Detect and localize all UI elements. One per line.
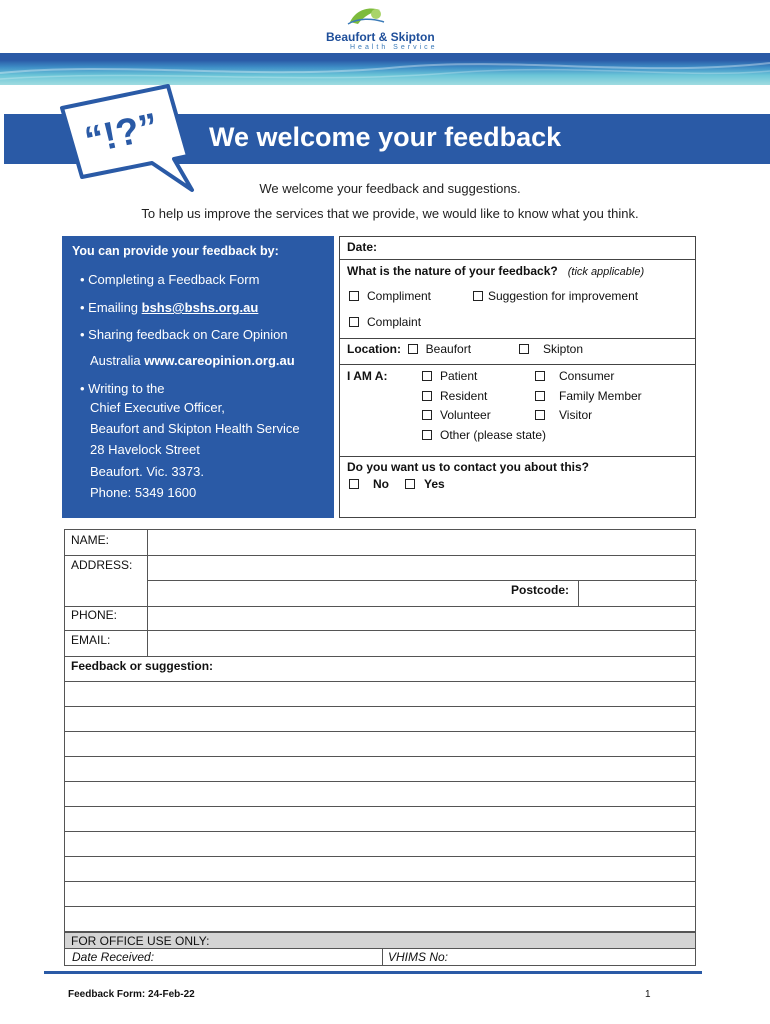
phone-line: Phone: 5349 1600 [90, 485, 197, 500]
feedback-line[interactable] [65, 806, 695, 807]
family-member-checkbox[interactable] [535, 391, 545, 401]
option-resident[interactable]: Resident [422, 389, 487, 403]
method-email: • Emailing bshs@bshs.org.au [80, 300, 259, 315]
location-skipton[interactable]: Skipton [519, 342, 583, 356]
location-row: Location: Beaufort [347, 342, 472, 356]
footer-form-id: Feedback Form: 24-Feb-22 [68, 989, 195, 1000]
footer-rule [44, 971, 702, 974]
address-line-3: 28 Havelock Street [90, 442, 200, 457]
option-consumer[interactable]: Consumer [535, 369, 614, 383]
address-line-4: Beaufort. Vic. 3373. [90, 464, 204, 479]
option-other[interactable]: Other (please state) [422, 428, 546, 442]
office-use-section [64, 932, 696, 966]
visitor-checkbox[interactable] [535, 410, 545, 420]
option-family-member[interactable]: Family Member [535, 389, 642, 403]
email-label: EMAIL: [71, 633, 111, 647]
feedback-line[interactable] [65, 706, 695, 707]
panel-heading: You can provide your feedback by: [72, 244, 279, 258]
intro-line-1: We welcome your feedback and suggestions. [259, 181, 521, 196]
feedback-line[interactable] [65, 781, 695, 782]
page-title: We welcome your feedback [209, 122, 562, 152]
option-volunteer[interactable]: Volunteer [422, 408, 491, 422]
feedback-line[interactable] [65, 881, 695, 882]
address-line-2: Beaufort and Skipton Health Service [90, 421, 300, 436]
feedback-methods-panel [62, 236, 334, 518]
compliment-checkbox[interactable] [349, 291, 359, 301]
leaf-logo-icon [346, 4, 386, 28]
volunteer-checkbox[interactable] [422, 410, 432, 420]
beaufort-checkbox[interactable] [408, 344, 418, 354]
yes-checkbox[interactable] [405, 479, 415, 489]
feedback-label: Feedback or suggestion: [71, 659, 214, 673]
feedback-line[interactable] [65, 681, 695, 682]
organisation-logo [326, 4, 446, 50]
phone-label: PHONE: [71, 608, 118, 622]
vhims-label: VHIMS No: [388, 950, 449, 964]
contact-yes[interactable]: Yes [405, 477, 445, 491]
feedback-line[interactable] [65, 831, 695, 832]
option-compliment[interactable]: Compliment [349, 289, 431, 303]
logo-name: Beaufort & Skipton [326, 30, 435, 44]
resident-checkbox[interactable] [422, 391, 432, 401]
care-opinion-line: Australia www.careopinion.org.au [90, 353, 295, 368]
contact-form-table [64, 529, 696, 932]
address-line-1: Chief Executive Officer, [90, 400, 225, 415]
patient-checkbox[interactable] [422, 371, 432, 381]
option-complaint[interactable]: Complaint [349, 315, 421, 329]
header-banner [0, 53, 770, 85]
option-suggestion[interactable]: Suggestion for improvement [473, 289, 638, 303]
method-feedback-form: • Completing a Feedback Form [80, 272, 260, 287]
date-received-label: Date Received: [72, 950, 155, 964]
page-number: 1 [645, 989, 651, 1000]
logo-subtitle: Health Service [350, 44, 438, 51]
bubble-text: “!?” [81, 105, 163, 163]
no-checkbox[interactable] [349, 479, 359, 489]
intro-line-2: To help us improve the services that we provide, we would like to know what you think. [141, 206, 639, 221]
contact-label: Do you want us to contact you about this? [347, 460, 589, 474]
feedback-line[interactable] [65, 731, 695, 732]
care-opinion-link[interactable]: www.careopinion.org.au [144, 353, 295, 368]
postcode-label: Postcode: [511, 583, 570, 597]
complaint-checkbox[interactable] [349, 317, 359, 327]
feedback-line[interactable] [65, 756, 695, 757]
consumer-checkbox[interactable] [535, 371, 545, 381]
other-checkbox[interactable] [422, 430, 432, 440]
option-patient[interactable]: Patient [422, 369, 477, 383]
option-visitor[interactable]: Visitor [535, 408, 592, 422]
feedback-details-box [339, 236, 696, 518]
speech-bubble-icon [56, 82, 200, 194]
feedback-line[interactable] [65, 906, 695, 907]
iam-label: I AM A: [347, 369, 388, 383]
skipton-checkbox[interactable] [519, 344, 529, 354]
address-label: ADDRESS: [71, 558, 133, 572]
feedback-line[interactable] [65, 856, 695, 857]
nature-label: What is the nature of your feedback? (tick applicable) [347, 264, 645, 278]
date-label: Date: [347, 240, 378, 254]
contact-no[interactable]: No [349, 477, 389, 491]
email-link[interactable]: bshs@bshs.org.au [141, 300, 259, 315]
suggestion-checkbox[interactable] [473, 291, 483, 301]
method-writing: • Writing to the [80, 381, 165, 396]
office-use-heading: FOR OFFICE USE ONLY: [65, 933, 695, 949]
name-label: NAME: [71, 533, 110, 547]
method-care-opinion: • Sharing feedback on Care Opinion [80, 327, 288, 342]
